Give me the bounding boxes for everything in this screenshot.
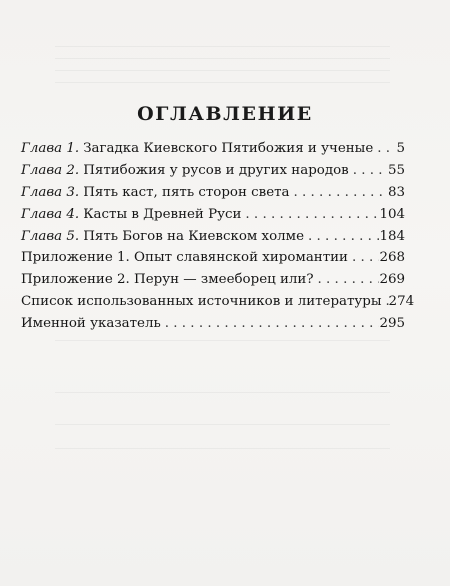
- toc-entry: [21, 291, 415, 313]
- chapter-prefix: Глава 2.: [21, 162, 80, 178]
- page-number: 184: [379, 228, 405, 244]
- toc-entry: [21, 182, 405, 204]
- toc-entry: [21, 160, 405, 182]
- dot-leader: [241, 204, 379, 226]
- dot-leader: [290, 182, 388, 204]
- bleed-through-line: [55, 82, 390, 83]
- page-number: 268: [379, 250, 405, 266]
- entry-title: Пять каст, пять сторон света: [83, 184, 290, 200]
- bleed-through-line: [55, 340, 390, 341]
- dot-leader: [373, 138, 391, 160]
- toc-entry: [21, 226, 405, 248]
- toc-entry: [21, 269, 405, 291]
- toc-entry: [21, 138, 405, 160]
- entry-title: Пятибожия у русов и других народов: [83, 162, 349, 178]
- dot-leader: [348, 247, 379, 269]
- page-number: 104: [379, 206, 405, 222]
- bleed-through-line: [55, 46, 390, 47]
- bleed-through-line: [55, 448, 390, 449]
- bleed-through-line: [55, 70, 390, 71]
- entry-title: Приложение 1. Опыт славянской хиромантии: [21, 250, 348, 266]
- entry-title: Загадка Киевского Пятибожия и ученые: [83, 141, 374, 156]
- bleed-through-line: [55, 58, 390, 59]
- entry-title: Список использованных источников и литературы: [21, 294, 382, 310]
- bleed-through-line: [55, 424, 390, 425]
- page-number: 269: [379, 272, 405, 288]
- toc-entry: [21, 204, 405, 226]
- chapter-prefix: Глава 1.: [21, 141, 80, 156]
- page-number: 83: [387, 184, 405, 200]
- page-title: ОГЛАВЛЕНИЕ: [137, 103, 313, 125]
- table-of-contents: [21, 138, 415, 335]
- entry-title: Пять Богов на Киевском холме: [83, 228, 305, 244]
- page-number: 295: [379, 316, 405, 332]
- page-number: 274: [388, 294, 415, 310]
- entry-title: Касты в Древней Руси: [83, 206, 242, 222]
- page-number: 5: [396, 141, 405, 156]
- toc-entry: [21, 313, 405, 335]
- dot-leader: [161, 313, 380, 335]
- bleed-through-line: [55, 392, 390, 393]
- dot-leader: [304, 226, 379, 248]
- entry-title: Приложение 2. Перун — змееборец или?: [21, 272, 314, 288]
- entry-title: Именной указатель: [21, 316, 161, 332]
- chapter-prefix: Глава 3.: [21, 184, 80, 200]
- dot-leader: [349, 160, 388, 182]
- chapter-prefix: Глава 5.: [21, 228, 80, 244]
- toc-entry: [21, 247, 405, 269]
- dot-leader: [382, 291, 389, 313]
- dot-leader: [314, 269, 380, 291]
- chapter-prefix: Глава 4.: [21, 206, 80, 222]
- page-number: 55: [387, 162, 405, 178]
